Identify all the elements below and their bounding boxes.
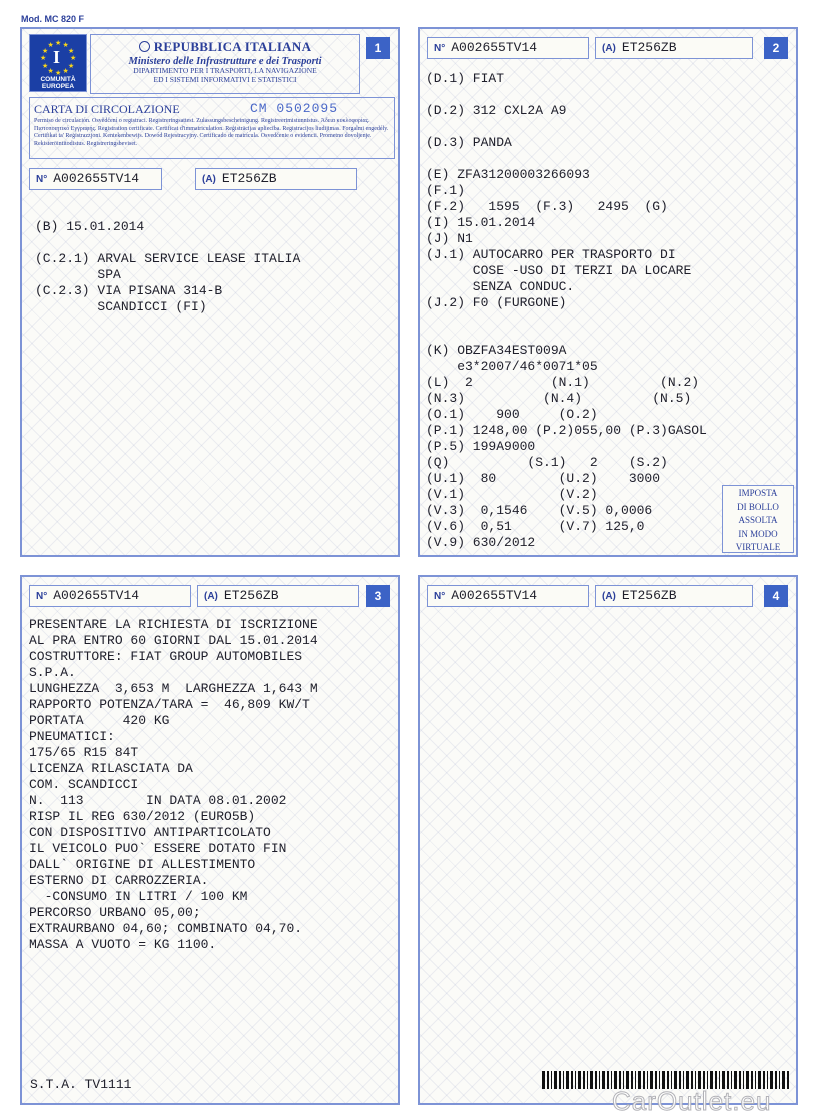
document-number: A002655TV14 <box>53 171 140 186</box>
ministry-name: Ministero delle Infrastrutture e dei Trasporti <box>128 56 322 67</box>
detail-line <box>426 87 707 103</box>
notes-text <box>29 617 318 953</box>
barcode-bar <box>782 1071 785 1089</box>
republic-title: REPUBBLICA ITALIANA <box>153 39 312 54</box>
detail-line: (F.1) <box>426 183 466 198</box>
stamp-line: IMPOSTA <box>738 488 778 498</box>
barcode-bar <box>787 1071 789 1089</box>
document-number: A002655TV14 <box>451 40 538 55</box>
page-number-badge: 4 <box>764 585 788 607</box>
document-number-box <box>427 585 589 607</box>
note-line: PNEUMATICI: <box>29 729 115 744</box>
eu-label-line-1: COMUNITÀ <box>40 76 76 83</box>
barcode-bar <box>566 1071 569 1089</box>
detail-line: (P.5) 199A9000 <box>426 439 536 454</box>
plate-label: (A) <box>202 174 216 185</box>
detail-line <box>426 327 707 343</box>
detail-line: (L) 2 (N.1) (N.2) <box>426 375 700 390</box>
department-line-1: DIPARTIMENTO PER I TRASPORTI, LA NAVIGAZIONE <box>133 66 317 75</box>
emblem-icon <box>139 41 150 52</box>
stamp-line: VIRTUALE <box>735 542 781 552</box>
barcode-bar <box>583 1071 585 1089</box>
barcode-bar <box>775 1071 777 1089</box>
detail-line: (D.3) PANDA <box>426 135 512 150</box>
model-label: Mod. MC 820 F <box>21 14 85 24</box>
page-number-badge: 1 <box>366 37 390 59</box>
eu-star-icon: ★ <box>67 62 75 70</box>
plate-box <box>195 168 357 190</box>
eu-star-icon: ★ <box>62 42 69 49</box>
eu-label-line-2: EUROPEA <box>41 83 75 90</box>
page-2 <box>418 27 798 557</box>
card-title-box <box>29 97 395 159</box>
detail-line: (N.3) (N.4) (N.5) <box>426 391 692 406</box>
note-line: COSTRUTTORE: FIAT GROUP AUTOMOBILES <box>29 649 303 664</box>
plate-label: (A) <box>602 591 616 602</box>
detail-line: (O.1) 900 (O.2) <box>426 407 598 422</box>
detail-line: (Q) (S.1) 2 (S.2) <box>426 455 668 470</box>
barcode-bar <box>602 1071 605 1089</box>
detail-line: (V.3) 0,1546 (V.5) 0,0006 <box>426 503 653 518</box>
note-line: RAPPORTO POTENZA/TARA = 46,809 KW/T <box>29 697 310 712</box>
note-line: PRESENTARE LA RICHIESTA DI ISCRIZIONE <box>29 617 318 632</box>
detail-line <box>426 119 707 135</box>
detail-line: (P.1) 1248,00 (P.2)055,00 (P.3)GASOL <box>426 423 707 438</box>
barcode-bar <box>607 1071 609 1089</box>
note-line: S.P.A. <box>29 665 76 680</box>
eu-star-icon: ★ <box>40 55 47 62</box>
barcode-bar <box>595 1071 597 1089</box>
barcode-bar <box>578 1071 581 1089</box>
document-number: A002655TV14 <box>451 588 538 603</box>
eu-star-icon: ★ <box>42 62 49 70</box>
eu-star-icon: ★ <box>70 55 77 62</box>
ministry-header <box>90 34 360 94</box>
stamp-line: ASSOLTA <box>738 515 778 525</box>
detail-line: (C.2.1) ARVAL SERVICE LEASE ITALIA <box>35 251 301 266</box>
barcode-bar <box>587 1071 588 1089</box>
detail-line: (F.2) 1595 (F.3) 2495 (G) <box>426 199 668 214</box>
detail-line: (E) ZFA31200003266093 <box>426 167 590 182</box>
doc-no-label: N° <box>434 43 446 54</box>
detail-line: (J) N1 <box>426 231 473 246</box>
eu-flag <box>29 34 87 92</box>
stamp-duty-box <box>722 485 794 553</box>
document-number-box <box>427 37 589 59</box>
doc-no-label: N° <box>434 591 446 602</box>
stamp-line: DI BOLLO <box>737 501 779 512</box>
barcode-bar <box>590 1071 593 1089</box>
note-line: LICENZA RILASCIATA DA <box>29 761 193 776</box>
detail-line: (I) 15.01.2014 <box>426 215 536 230</box>
plate-number: ET256ZB <box>621 40 677 55</box>
note-line: 175/65 R15 84T <box>29 745 139 760</box>
document-number-box <box>29 585 191 607</box>
document-number-box <box>29 168 162 190</box>
barcode-bar <box>599 1071 600 1089</box>
detail-line: SCANDICCI (FI) <box>35 299 207 314</box>
eu-star-icon: ★ <box>67 47 75 55</box>
note-line: N. 113 IN DATA 08.01.2002 <box>29 793 287 808</box>
note-line: RISP IL REG 630/2012 (EURO5B) <box>29 809 256 824</box>
detail-line: SENZA CONDUC. <box>426 279 575 294</box>
detail-line <box>426 311 707 327</box>
plate-label: (A) <box>204 591 218 602</box>
note-line: EXTRAURBANO 04,60; COMBINATO 04,70. <box>29 921 303 936</box>
country-letter: I <box>53 47 61 67</box>
plate-label: (A) <box>602 43 616 54</box>
plate-box <box>595 37 753 59</box>
barcode-bar <box>551 1071 552 1089</box>
plate-number: ET256ZB <box>621 588 677 603</box>
detail-line: e3*2007/46*0071*05 <box>426 359 598 374</box>
watermark-logo: CarOutlet.eu <box>612 1086 772 1116</box>
detail-line: SPA <box>35 267 121 282</box>
detail-line: (U.1) 80 (U.2) 3000 <box>426 471 661 486</box>
plate-number: ET256ZB <box>223 588 279 603</box>
detail-line: COSE -USO DI TERZI DA LOCARE <box>426 263 692 278</box>
detail-line: (K) OBZFA34EST009A <box>426 343 567 358</box>
note-line: PERCORSO URBANO 05,00; <box>29 905 201 920</box>
barcode-bar <box>575 1071 576 1089</box>
page-number-badge: 3 <box>366 585 390 607</box>
note-line: LUNGHEZZA 3,653 M LARGHEZZA 1,643 M <box>29 681 318 696</box>
barcode-bar <box>554 1071 557 1089</box>
barcode-bar <box>559 1071 561 1089</box>
page-number-badge: 2 <box>764 37 788 59</box>
page-4 <box>418 575 798 1105</box>
detail-line: (D.2) 312 CXL2A A9 <box>426 103 567 118</box>
page-1 <box>20 27 400 557</box>
detail-line: (J.1) AUTOCARRO PER TRASPORTO DI <box>426 247 676 262</box>
office-code: S.T.A. TV1111 <box>30 1077 132 1092</box>
detail-line: (V.6) 0,51 (V.7) 125,0 <box>426 519 645 534</box>
note-line: CON DISPOSITIVO ANTIPARTICOLATO <box>29 825 271 840</box>
detail-line: (V.1) (V.2) <box>426 487 598 502</box>
detail-line <box>426 151 707 167</box>
eu-star-icon: ★ <box>47 67 54 75</box>
note-line: COM. SCANDICCI <box>29 777 139 792</box>
department-line-2: ED I SISTEMI INFORMATIVI E STATISTICI <box>153 74 297 84</box>
detail-line: (B) 15.01.2014 <box>35 219 145 234</box>
page-3 <box>20 575 400 1105</box>
card-title: CARTA DI CIRCOLAZIONE <box>34 102 180 116</box>
detail-line: (V.9) 630/2012 <box>426 535 536 550</box>
eu-star-icon: ★ <box>62 67 69 75</box>
stamp-line: IN MODO <box>738 528 778 539</box>
note-line: DALL` ORIGINE DI ALLESTIMENTO <box>29 857 256 872</box>
note-line: AL PRA ENTRO 60 GIORNI DAL 15.01.2014 <box>29 633 318 648</box>
plate-box <box>595 585 753 607</box>
note-line: PORTATA 420 KG <box>29 713 170 728</box>
barcode-bar <box>571 1071 573 1089</box>
note-line: IL VEICOLO PUO` ESSERE DOTATO FIN <box>29 841 287 856</box>
plate-number: ET256ZB <box>221 171 277 186</box>
note-line: ESTERNO DI CARROZZERIA. <box>29 873 209 888</box>
note-line: -CONSUMO IN LITRI / 100 KM <box>29 889 248 904</box>
eu-star-icon: ★ <box>55 40 62 47</box>
document-number: A002655TV14 <box>53 588 140 603</box>
detail-line: (D.1) FIAT <box>426 71 505 86</box>
barcode-bar <box>547 1071 549 1089</box>
doc-no-label: N° <box>36 591 48 602</box>
barcode-bar <box>563 1071 564 1089</box>
barcode-bar <box>542 1071 545 1089</box>
barcode-bar <box>779 1071 780 1089</box>
vehicle-details <box>426 71 707 551</box>
eu-star-icon: ★ <box>55 70 62 77</box>
holder-details <box>35 219 300 315</box>
detail-line <box>35 235 300 251</box>
card-number: CM 0502095 <box>250 101 339 116</box>
eu-star-icon: ★ <box>47 42 54 49</box>
doc-no-label: N° <box>36 174 48 185</box>
detail-line: (J.2) F0 (FURGONE) <box>426 295 567 310</box>
eu-star-icon: ★ <box>42 47 49 55</box>
plate-box <box>197 585 359 607</box>
card-translations: Permiso de circulación. Osvědčení o registraci. Registreringsattest. Zulassungsbescheinigung. Registreerimistunnistus. Άδεια κυκλοφορίας. Πιστοποιητικό Εγγραφής. Registration certificate. Certificat d'immatriculation. Reģistrācijas apliecība. Registracijos liudijimas. Forgalmi engedély. Certifikat ta' Reġistrazzjoni. Kentekenbewijs. Dowód Rejestracyjny. Certificado de matrícula. Osvedčenie o evidencii. Prometno dovoljenje. Rekisteröintitodistus. Registreringsbeviset. <box>34 118 389 147</box>
note-line: MASSA A VUOTO = KG 1100. <box>29 937 217 952</box>
detail-line: (C.2.3) VIA PISANA 314-B <box>35 283 223 298</box>
